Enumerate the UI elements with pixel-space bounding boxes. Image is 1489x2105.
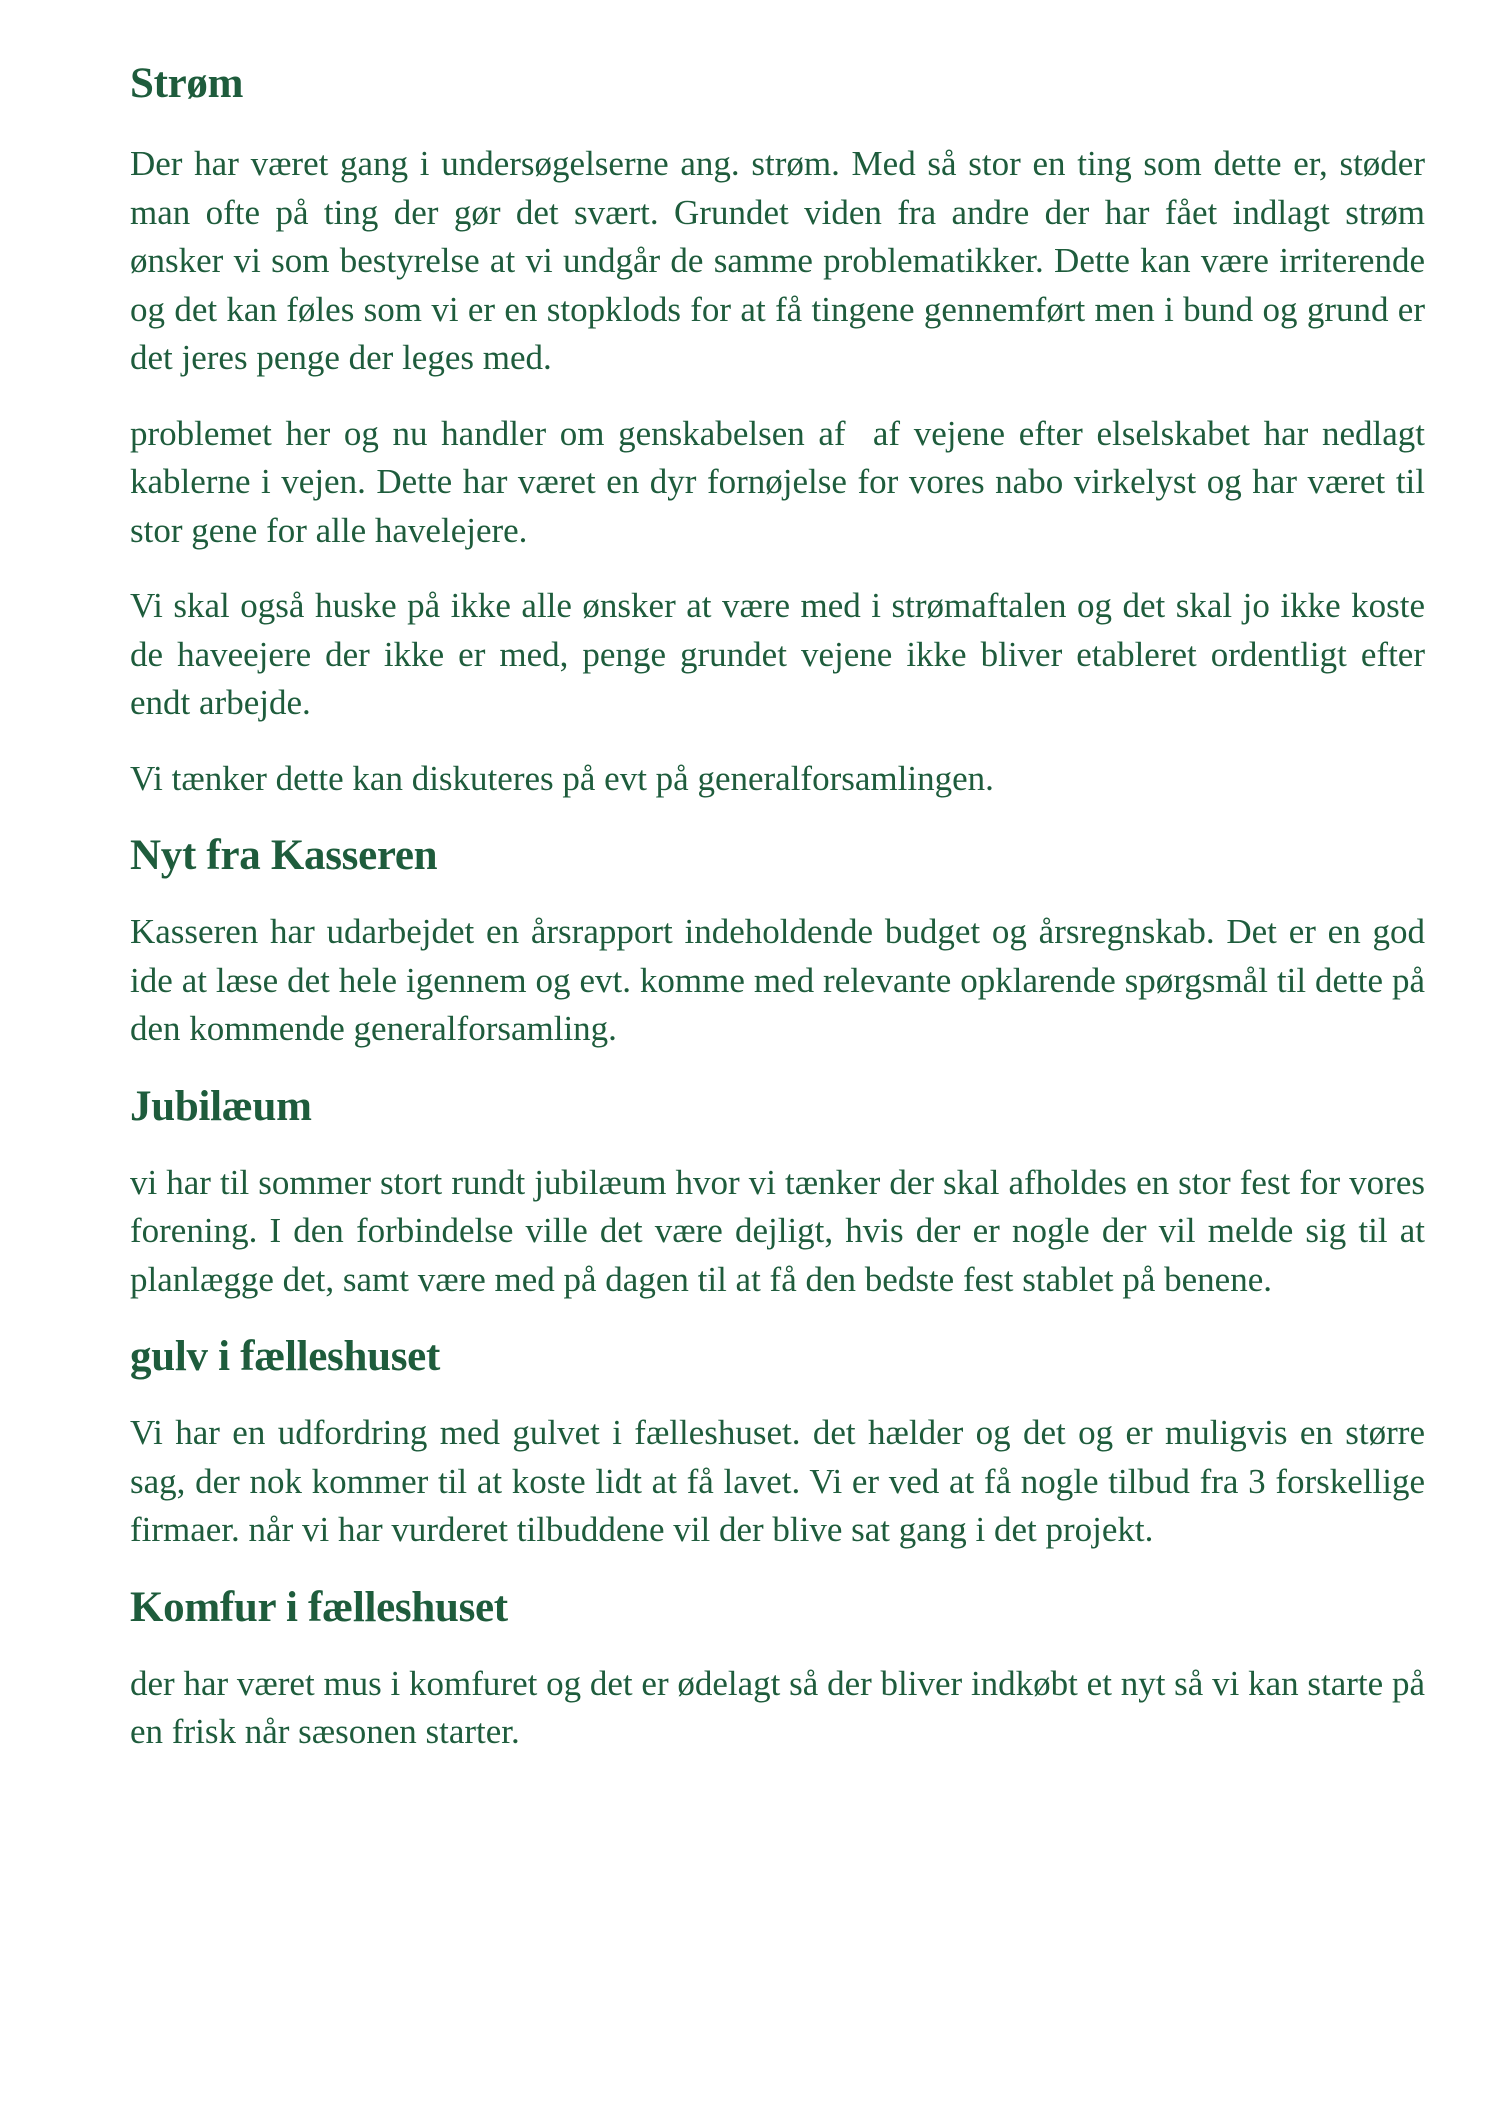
paragraph: problemet her og nu handler om genskabelsen af af vejene efter elselskabet har nedlagt kablerne i vejen. Dette har været en dyr fornøjelse for vores nabo virkelyst og har været til stor gene for alle havelejere. — [130, 413, 1434, 550]
section-kasseren — [130, 830, 1434, 1054]
paragraph: Vi tænker dette kan diskuteres på evt på generalforsamlingen. — [130, 758, 994, 798]
section-heading-gulv: gulv i fælleshuset — [130, 1333, 440, 1380]
section-heading-stroem: Strøm — [130, 60, 244, 107]
paragraph: vi har til sommer stort rundt jubilæum hvor vi tænker der skal afholdes en stor fest for vores forening. I den forbindelse ville det være dejligt, hvis der er nogle der vil melde sig til at planlægge det, samt være med på dagen til at få den bedste fest stablet på benene. — [130, 1162, 1434, 1299]
section-heading-komfur: Komfur i fælleshuset — [130, 1583, 508, 1631]
paragraph: Kasseren har udarbejdet en årsrapport indeholdende budget og årsregnskab. Det er en god ide at læse det hele igennem og evt. komme med relevante opklarende spørgsmål til dette på den kommende generalforsamling. — [130, 912, 1434, 1048]
paragraph: Der har været gang i undersøgelserne ang. strøm. Med så stor en ting som dette er, støder man ofte på ting der gør det svært. Grundet viden fra andre der har fået indlagt strøm ønsker vi som bestyrelse at vi undgår de samme problematikker. Dette kan være irriterende og det kan føles som vi er en stopklods for at få tingene gennemført men i bund og grund er det jeres penge der leges med. — [130, 144, 1443, 377]
paragraph: Vi skal også huske på ikke alle ønsker at være med i strømaftalen og det skal jo ikke koste de haveejere der ikke er med, penge grundet vejene ikke bliver etableret ordentligt efter endt arbejde. — [130, 586, 1434, 722]
paragraph: der har været mus i komfuret og det er ødelagt så der bliver indkøbt et nyt så vi kan starte på en frisk når sæsonen starter. — [130, 1663, 1434, 1751]
section-jubilaeum — [130, 1081, 1434, 1305]
section-stroem — [130, 58, 1443, 803]
section-komfur — [130, 1582, 1434, 1757]
section-heading-kasseren: Nyt fra Kasseren — [130, 832, 438, 879]
section-heading-jubilaeum: Jubilæum — [130, 1082, 312, 1130]
paragraph: Vi har en udfordring med gulvet i fælleshuset. det hælder og det og er muligvis en større sag, der nok kommer til at koste lidt at få lavet. Vi er ved at få nogle tilbud fra 3 forskellige firmaer. når vi har vurderet tilbuddene vil der blive sat gang i det projekt. — [130, 1413, 1434, 1549]
document-page — [130, 58, 1443, 1784]
section-gulv — [130, 1331, 1434, 1555]
